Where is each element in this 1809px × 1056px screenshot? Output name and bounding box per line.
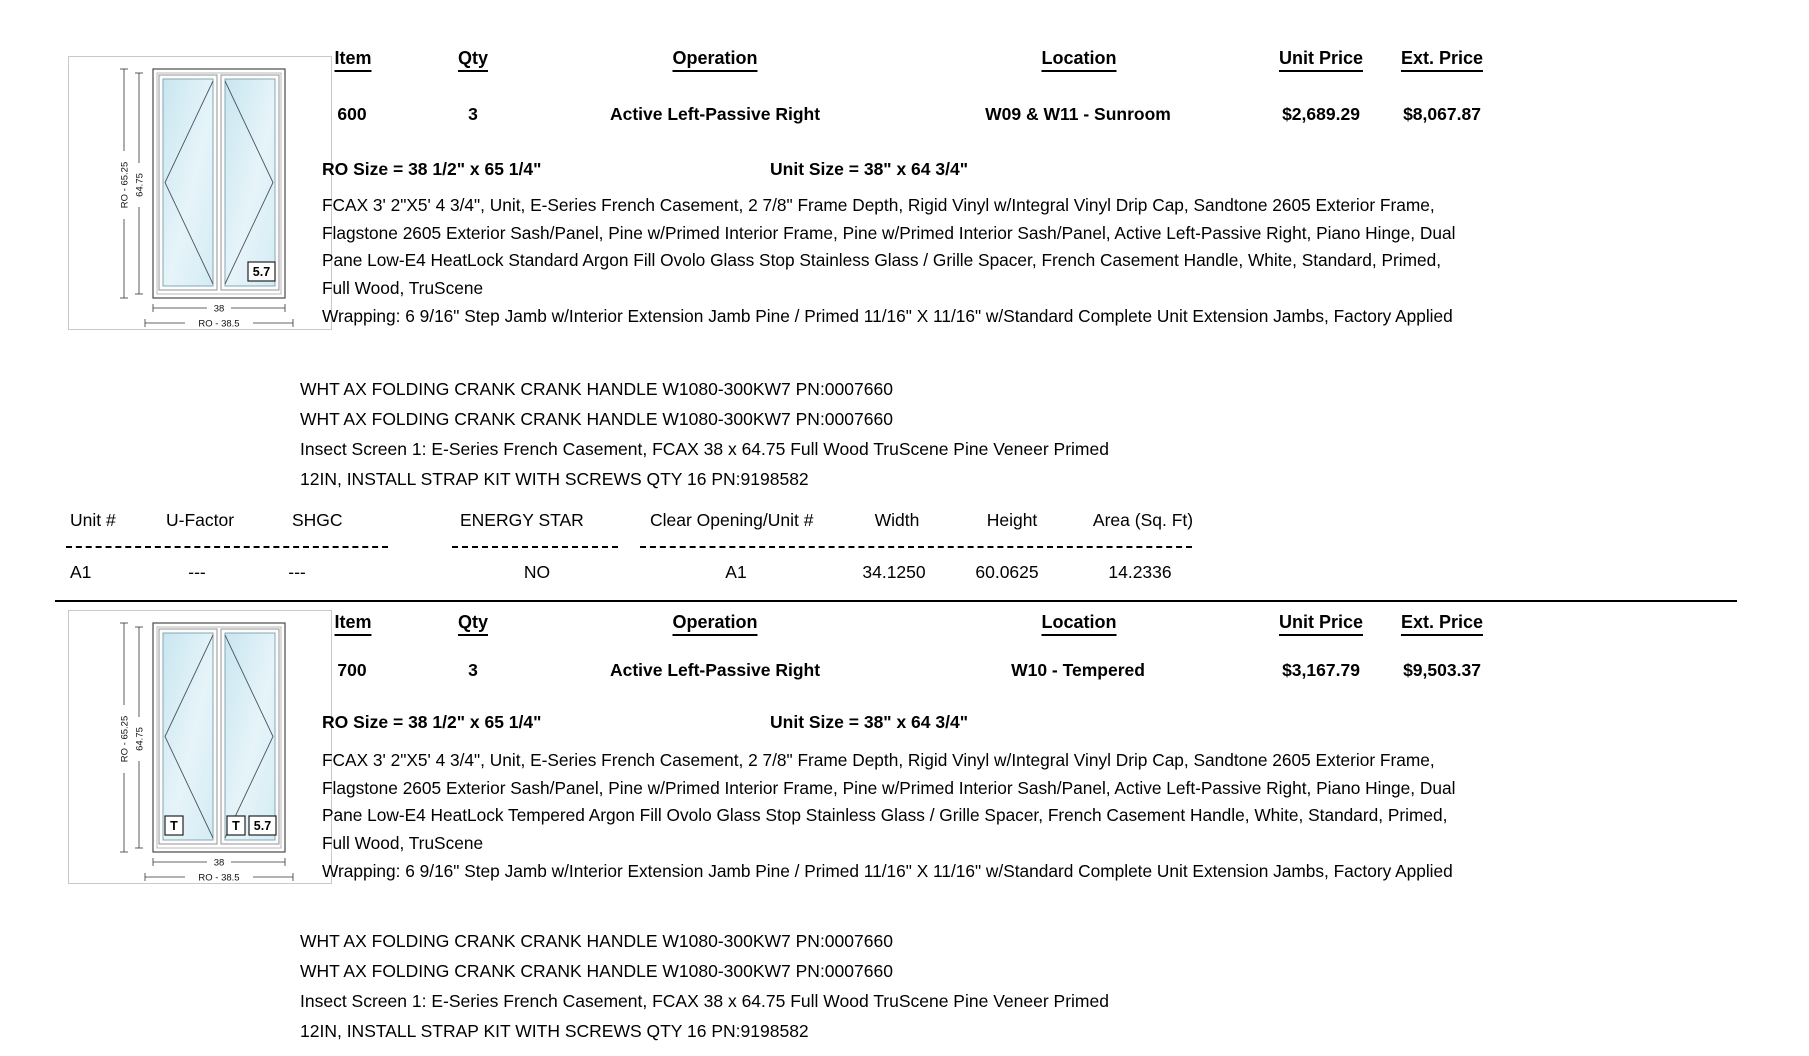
- item-number: 600: [337, 104, 367, 124]
- perf-header-energy-star: ENERGY STAR: [460, 510, 584, 530]
- perf-shgc: ---: [288, 562, 306, 582]
- egress-badge: [248, 262, 275, 281]
- egress-badge: [249, 816, 276, 835]
- perf-width: 34.1250: [862, 562, 926, 582]
- item-accessories: [300, 926, 1109, 1046]
- item-qty: 3: [468, 104, 478, 124]
- egress-value: 5.7: [252, 265, 271, 279]
- item-qty: 3: [468, 660, 478, 680]
- col-header-ext-price: Ext. Price: [1401, 612, 1483, 636]
- perf-header-unit: Unit #: [70, 510, 116, 530]
- ro-width-label: RO - 38.5: [198, 318, 240, 329]
- item-ext-price: $8,067.87: [1403, 104, 1481, 124]
- item-wrapping: Wrapping: 6 9/16" Step Jamb w/Interior Extension Jamb Pine / Primed 11/16" X 11/16" w/Standard Complete Unit Extension Jambs, Factory Applied: [322, 860, 1453, 881]
- col-header-unit-price: Unit Price: [1279, 612, 1363, 636]
- dashed-separator: [66, 546, 388, 548]
- window-diagram-item-600: [68, 56, 332, 330]
- perf-area: 14.2336: [1108, 562, 1172, 582]
- unit-size: Unit Size = 38" x 64 3/4": [770, 712, 969, 732]
- tempered-label: T: [232, 819, 240, 833]
- item-unit-price: $3,167.79: [1282, 660, 1360, 680]
- item-location: W09 & W11 - Sunroom: [985, 104, 1171, 124]
- accessory-line: WHT AX FOLDING CRANK CRANK HANDLE W1080-300KW7 PN:0007660: [300, 961, 893, 981]
- perf-energy-star: NO: [523, 562, 551, 582]
- col-header-operation: Operation: [672, 612, 757, 636]
- item-description: FCAX 3' 2"X5' 4 3/4", Unit, E-Series French Casement, 2 7/8" Frame Depth, Rigid Vinyl w/Integral Vinyl Drip Cap, Sandtone 2605 Exterior Frame, Flagstone 2605 Exterior Sash/Panel, Pine w/Primed Interior Frame, Pine w/Primed Interior Sash/Panel, Active Left-Passive Right, Piano Hinge, Dual Pane Low-E4 HeatLock Tempered Argon Fill Ovolo Glass Stop Stainless Glass / Grille Spacer, French Casement Handle, White, Standard, Primed, Full Wood, TruScene: [322, 750, 1456, 854]
- ro-height-label: RO - 65.25: [119, 161, 131, 209]
- item-wrapping: Wrapping: 6 9/16" Step Jamb w/Interior Extension Jamb Pine / Primed 11/16" X 11/16" w/Standard Complete Unit Extension Jambs, Factory Applied: [322, 305, 1453, 326]
- col-header-item: Item: [334, 612, 371, 636]
- dashed-separator: [452, 546, 618, 548]
- ro-height-label: RO - 65.25: [119, 715, 131, 763]
- col-header-operation: Operation: [672, 48, 757, 72]
- window-elevation-drawing: [69, 57, 331, 329]
- item-operation: Active Left-Passive Right: [609, 660, 821, 680]
- item-ext-price: $9,503.37: [1403, 660, 1481, 680]
- col-header-qty: Qty: [458, 48, 488, 72]
- dashed-separator: [640, 546, 1192, 548]
- col-header-unit-price: Unit Price: [1279, 48, 1363, 72]
- perf-height: 60.0625: [975, 562, 1039, 582]
- item-number: 700: [337, 660, 367, 680]
- tempered-badge-left: [165, 816, 183, 835]
- item-unit-price: $2,689.29: [1282, 104, 1360, 124]
- perf-header-u-factor: U-Factor: [166, 510, 235, 530]
- window-diagram-item-700: [68, 610, 332, 884]
- item-operation: Active Left-Passive Right: [609, 104, 821, 124]
- perf-header-shgc: SHGC: [292, 510, 343, 530]
- ro-size: RO Size = 38 1/2" x 65 1/4": [322, 159, 542, 179]
- accessory-line: Insect Screen 1: E-Series French Casement, FCAX 38 x 64.75 Full Wood TruScene Pine Veneer Primed: [300, 991, 1109, 1011]
- item-description: FCAX 3' 2"X5' 4 3/4", Unit, E-Series French Casement, 2 7/8" Frame Depth, Rigid Vinyl w/Integral Vinyl Drip Cap, Sandtone 2605 Exterior Frame, Flagstone 2605 Exterior Sash/Panel, Pine w/Primed Interior Frame, Pine w/Primed Interior Sash/Panel, Active Left-Passive Right, Piano Hinge, Dual Pane Low-E4 HeatLock Standard Argon Fill Ovolo Glass Stop Stainless Glass / Grille Spacer, French Casement Handle, White, Standard, Primed, Full Wood, TruScene: [322, 195, 1456, 299]
- perf-header-clear-opening: Clear Opening/Unit #: [650, 510, 814, 530]
- accessory-line: WHT AX FOLDING CRANK CRANK HANDLE W1080-300KW7 PN:0007660: [300, 931, 893, 951]
- unit-size: Unit Size = 38" x 64 3/4": [770, 159, 969, 179]
- col-header-qty: Qty: [458, 612, 488, 636]
- left-glass: [163, 633, 213, 840]
- window-elevation-drawing: [69, 611, 331, 883]
- col-header-location: Location: [1042, 48, 1117, 72]
- accessory-line: 12IN, INSTALL STRAP KIT WITH SCREWS QTY 16 PN:9198582: [300, 1021, 809, 1041]
- unit-width-label: 38: [213, 303, 225, 315]
- tempered-badge-right: [227, 816, 245, 835]
- unit-width-label: 38: [213, 857, 225, 869]
- perf-clear-opening: A1: [725, 562, 747, 582]
- col-header-item: Item: [334, 48, 371, 72]
- item-accessories: [300, 374, 1109, 494]
- unit-height-label: 64.75: [134, 173, 146, 197]
- egress-value: 5.7: [253, 819, 272, 833]
- accessory-line: WHT AX FOLDING CRANK CRANK HANDLE W1080-300KW7 PN:0007660: [300, 379, 893, 399]
- col-header-location: Location: [1042, 612, 1117, 636]
- tempered-label: T: [170, 819, 178, 833]
- ro-width-label: RO - 38.5: [198, 872, 240, 883]
- perf-header-area: Area (Sq. Ft): [1092, 510, 1194, 530]
- perf-header-height: Height: [986, 510, 1038, 530]
- ro-size: RO Size = 38 1/2" x 65 1/4": [322, 712, 542, 732]
- accessory-line: Insect Screen 1: E-Series French Casement, FCAX 38 x 64.75 Full Wood TruScene Pine Veneer Primed: [300, 439, 1109, 459]
- perf-u-factor: ---: [188, 562, 206, 582]
- item-description-block: [322, 192, 1462, 331]
- item-divider-line: [55, 600, 1737, 602]
- item-description-block: [322, 747, 1462, 886]
- item-location: W10 - Tempered: [1011, 660, 1145, 680]
- left-glass: [163, 79, 213, 286]
- perf-header-width: Width: [874, 510, 920, 530]
- accessory-line: WHT AX FOLDING CRANK CRANK HANDLE W1080-300KW7 PN:0007660: [300, 409, 893, 429]
- accessory-line: 12IN, INSTALL STRAP KIT WITH SCREWS QTY 16 PN:9198582: [300, 469, 809, 489]
- unit-height-label: 64.75: [134, 727, 146, 751]
- col-header-ext-price: Ext. Price: [1401, 48, 1483, 72]
- right-glass: [225, 633, 275, 840]
- perf-unit: A1: [70, 562, 92, 582]
- right-glass: [225, 79, 275, 286]
